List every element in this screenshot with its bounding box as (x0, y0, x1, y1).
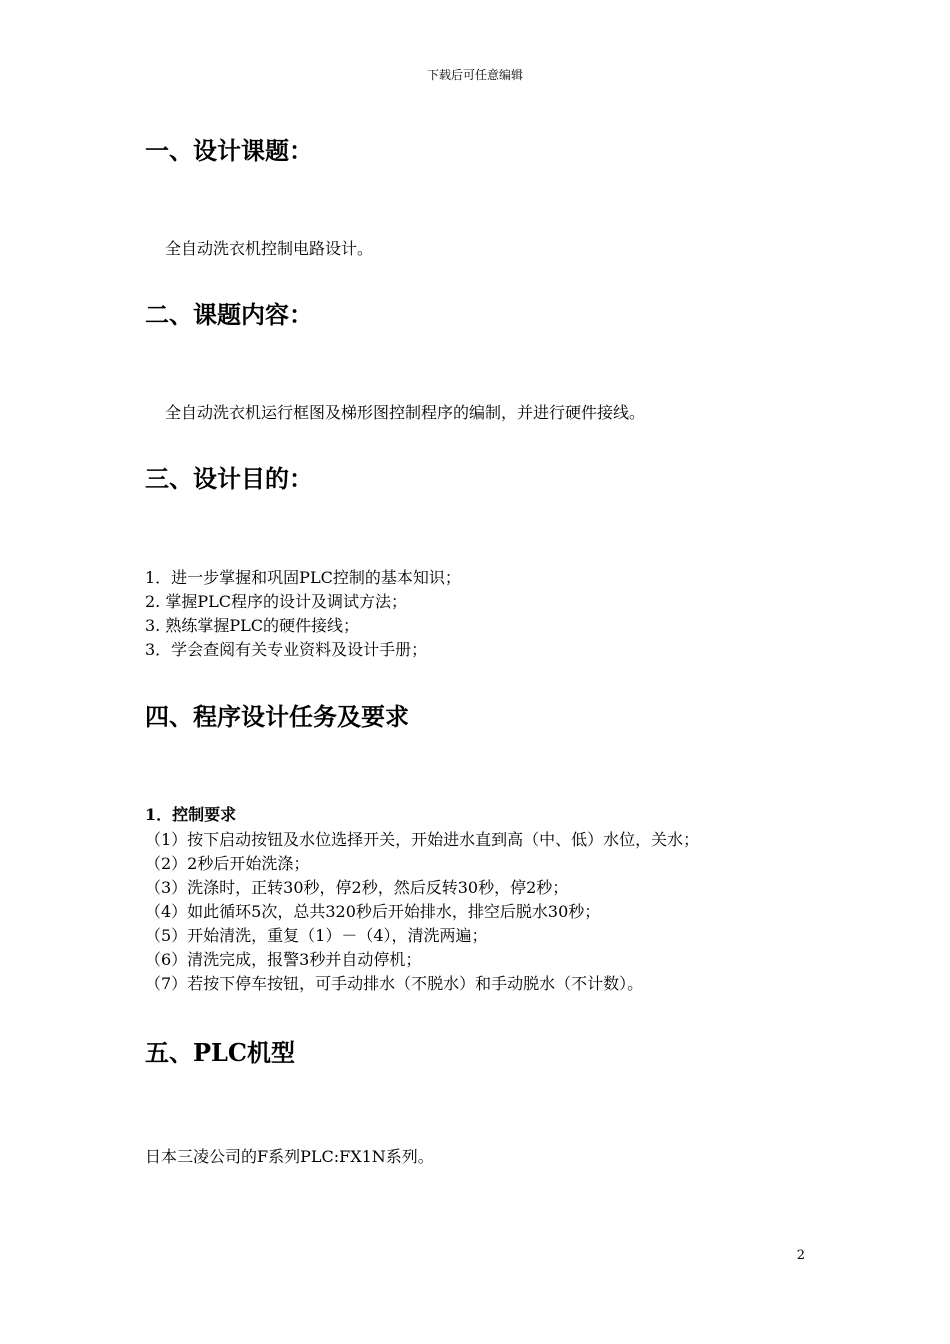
section-2-heading: 二、课题内容： (145, 300, 313, 329)
list-item: 2. 掌握PLC程序的设计及调试方法； (145, 592, 407, 611)
list-item: （6）清洗完成，报警3秒并自动停机； (145, 950, 422, 969)
list-item: （2）2秒后开始洗涤； (145, 854, 310, 873)
section-5-heading: 五、PLC机型 (145, 1038, 296, 1067)
control-requirements-list (145, 828, 699, 996)
list-item: 3．学会查阅有关专业资料及设计手册； (145, 640, 428, 659)
list-item: （3）洗涤时，正转30秒，停2秒，然后反转30秒，停2秒； (145, 878, 569, 897)
list-item: （1）按下启动按钮及水位选择开关，开始进水直到高（中、低）水位，关水； (145, 830, 700, 849)
list-item: 3. 熟练掌握PLC的硬件接线； (145, 616, 359, 635)
list-item: （4）如此循环5次，总共320秒后开始排水，排空后脱水30秒； (145, 902, 601, 921)
list-item: 1．进一步掌握和巩固PLC控制的基本知识； (145, 568, 461, 587)
design-goals-list (145, 566, 461, 662)
section-3-heading: 三、设计目的： (145, 464, 313, 493)
section-1-heading: 一、设计课题： (145, 136, 313, 165)
control-requirements-subheading: 1．控制要求 (145, 805, 237, 824)
list-item: （5）开始清洗，重复（1）－（4），清洗两遍； (145, 926, 488, 945)
section-5-body: 日本三凌公司的F系列PLC:FX1N系列。 (145, 1147, 434, 1166)
page-number: 2 (796, 1248, 805, 1263)
list-item: （7）若按下停车按钮，可手动排水（不脱水）和手动脱水（不计数）。 (145, 974, 644, 993)
section-1-body: 全自动洗衣机控制电路设计。 (165, 239, 374, 258)
section-4-heading: 四、程序设计任务及要求 (145, 702, 409, 731)
section-2-body: 全自动洗衣机运行框图及梯形图控制程序的编制，并进行硬件接线。 (165, 403, 646, 422)
page-header: 下载后可任意编辑 (426, 68, 523, 82)
